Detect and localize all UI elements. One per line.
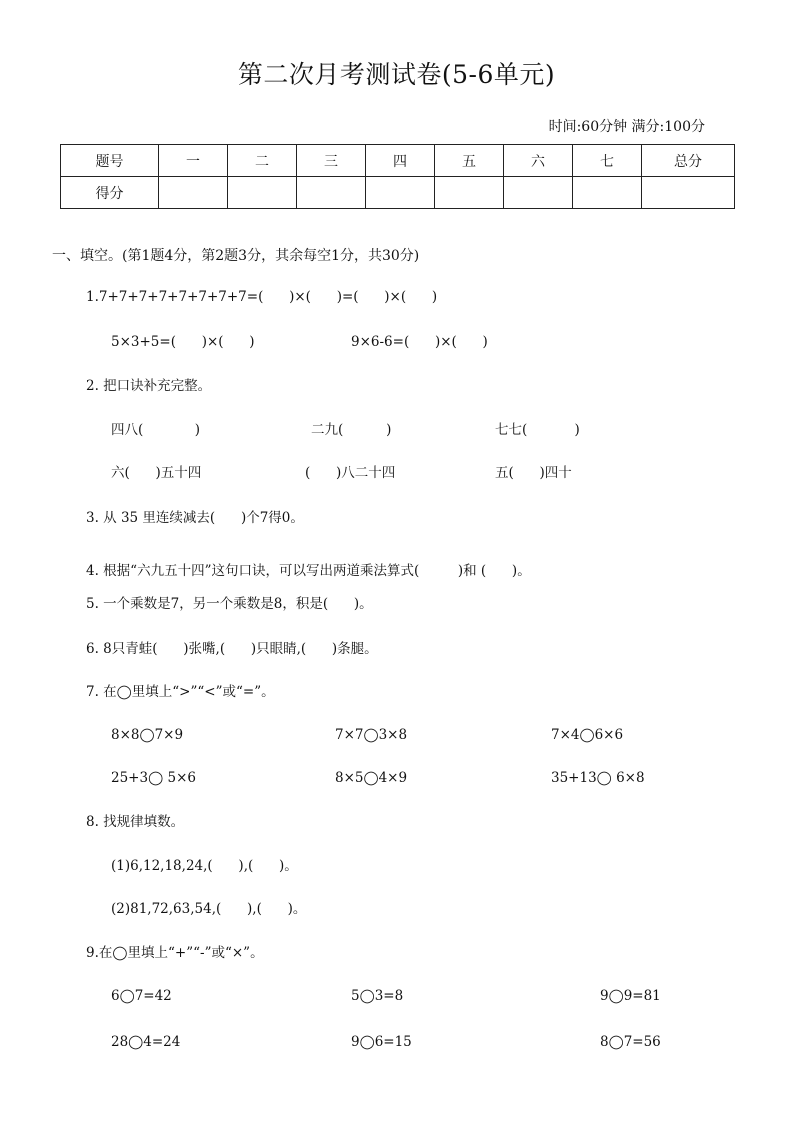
question-2-item: 六( )五十四 (111, 465, 202, 481)
question-2-item: 五( )四十 (495, 465, 572, 481)
question-9-item: 6◯7=42 (111, 988, 172, 1004)
score-cell[interactable] (573, 177, 642, 209)
question-9-item: 8◯7=56 (600, 1034, 661, 1050)
table-row (61, 145, 735, 177)
score-cell[interactable] (228, 177, 297, 209)
question-7-item: 7×4◯6×6 (551, 727, 624, 743)
question-8-item: (2)81,72,63,54,( ),( )。 (111, 901, 307, 917)
question-7-item: 35+13◯ 6×8 (551, 770, 645, 786)
table-cell: 四 (366, 145, 435, 177)
question-9-title: 9.在◯里填上“+”“-”或“×”。 (86, 945, 264, 961)
table-row (61, 177, 735, 209)
question-3: 3. 从 35 里连续减去( )个7得0。 (86, 510, 304, 526)
table-cell: 六 (504, 145, 573, 177)
score-table (60, 144, 735, 209)
question-6: 6. 8只青蛙( )张嘴,( )只眼睛,( )条腿。 (86, 641, 378, 657)
score-cell[interactable] (642, 177, 735, 209)
score-cell[interactable] (159, 177, 228, 209)
question-7-item: 8×5◯4×9 (335, 770, 408, 786)
exam-meta: 时间:60分钟 满分:100分 (548, 119, 705, 135)
score-cell[interactable] (366, 177, 435, 209)
question-4: 4. 根据“六九五十四”这句口诀，可以写出两道乘法算式( )和 ( )。 (86, 563, 531, 579)
question-2-item: 七七( ) (495, 422, 580, 438)
table-cell: 二 (228, 145, 297, 177)
table-cell: 总分 (642, 145, 735, 177)
question-2-item: 四八( ) (111, 422, 201, 438)
score-cell[interactable] (504, 177, 573, 209)
question-9-item: 9◯6=15 (351, 1034, 412, 1050)
question-7-item: 25+3◯ 5×6 (111, 770, 196, 786)
table-cell: 得分 (61, 177, 159, 209)
question-2-title: 2. 把口诀补充完整。 (86, 378, 212, 394)
question-7-item: 8×8◯7×9 (111, 727, 184, 743)
question-2-item: ( )八二十四 (305, 465, 396, 481)
page-title: 第二次月考测试卷(5-6单元) (237, 60, 556, 89)
question-8-title: 8. 找规律填数。 (86, 814, 185, 830)
section-heading: 一、填空。(第1题4分，第2题3分，其余每空1分，共30分) (52, 248, 420, 264)
question-9-item: 5◯3=8 (351, 988, 404, 1004)
question-1-item: 9×6-6=( )×( ) (351, 334, 488, 350)
question-9-item: 9◯9=81 (600, 988, 661, 1004)
question-5: 5. 一个乘数是7，另一个乘数是8，积是( )。 (86, 596, 373, 612)
score-cell[interactable] (297, 177, 366, 209)
question-2-item: 二九( ) (311, 422, 392, 438)
question-1-line: 1.7+7+7+7+7+7+7+7=( )×( )=( )×( ) (86, 289, 438, 305)
question-8-item: (1)6,12,18,24,( ),( )。 (111, 858, 298, 874)
question-7-item: 7×7◯3×8 (335, 727, 408, 743)
table-cell: 一 (159, 145, 228, 177)
question-9-item: 28◯4=24 (111, 1034, 181, 1050)
table-cell: 题号 (61, 145, 159, 177)
table-cell: 七 (573, 145, 642, 177)
question-1-item: 5×3+5=( )×( ) (111, 334, 255, 350)
question-7-title: 7. 在◯里填上“>”“<”或“=”。 (86, 684, 275, 700)
table-cell: 五 (435, 145, 504, 177)
table-cell: 三 (297, 145, 366, 177)
score-cell[interactable] (435, 177, 504, 209)
